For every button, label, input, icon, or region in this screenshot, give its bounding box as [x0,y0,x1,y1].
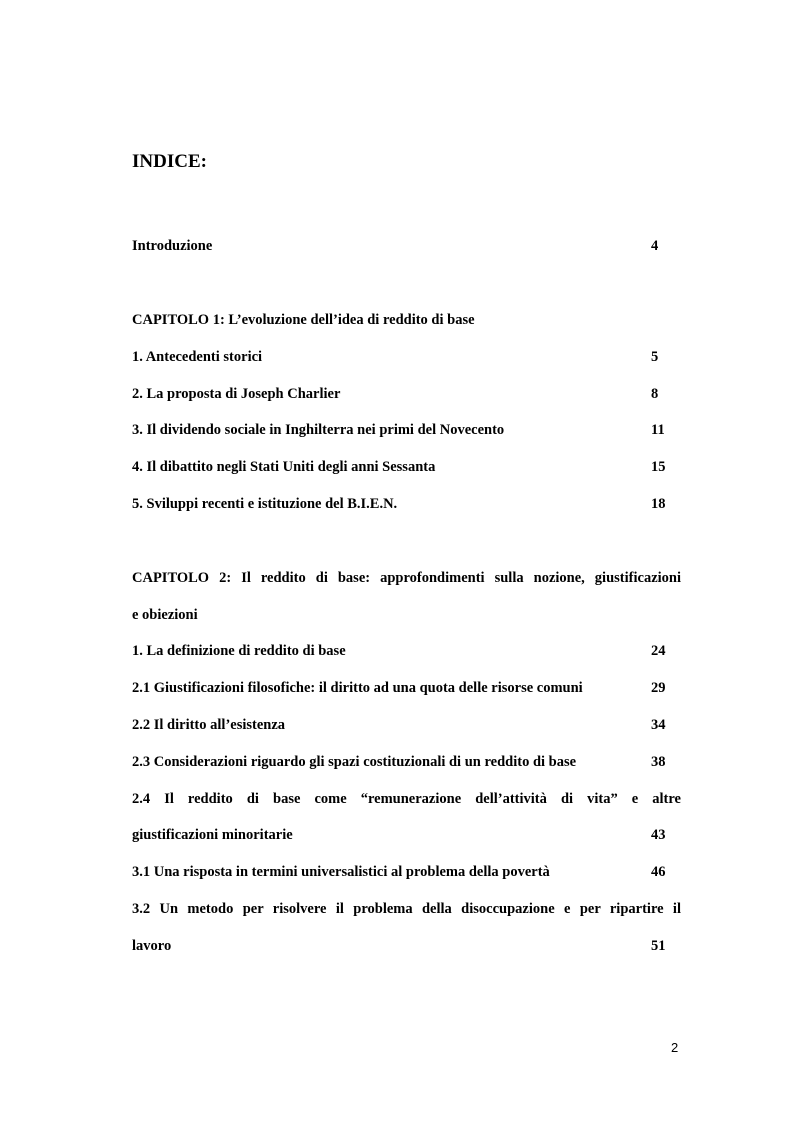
toc-entry-page: 34 [651,717,666,733]
page-number: 2 [671,1040,679,1055]
toc-entry[interactable] [132,384,681,404]
toc-entry-label: 2. La proposta di Joseph Charlier [132,386,341,402]
toc-entry[interactable] [132,936,681,956]
chapter-2-heading-continued[interactable]: e obiezioni [132,607,198,623]
toc-entry-multiline[interactable]: 2.4 Il reddito di base come “remunerazione dell’attività di vita” e altre [132,791,681,807]
toc-entry-label: giustificazioni minoritarie [132,827,293,843]
toc-entry-label: lavoro [132,938,172,954]
toc-entry-page: 43 [651,827,666,843]
toc-entry-page: 5 [651,349,659,365]
chapter-1-heading[interactable]: CAPITOLO 1: L’evoluzione dell’idea di reddito di base [132,312,475,328]
toc-entry-page: 38 [651,754,666,770]
toc-entry-page: 15 [651,459,666,475]
toc-entry[interactable] [132,825,681,845]
toc-entry[interactable] [132,420,681,440]
toc-entry-page: 18 [651,496,666,512]
toc-entry-label: Introduzione [132,238,213,254]
toc-entry-introduction[interactable] [132,236,681,256]
toc-entry-page: 24 [651,643,666,659]
toc-entry[interactable] [132,347,681,367]
chapter-2-heading[interactable]: CAPITOLO 2: Il reddito di base: approfondimenti sulla nozione, giustificazioni [132,570,681,586]
toc-entry[interactable] [132,457,681,477]
toc-entry[interactable] [132,494,681,514]
toc-entry[interactable] [132,752,681,772]
toc-entry-label: 4. Il dibattito negli Stati Uniti degli anni Sessanta [132,459,436,475]
toc-entry-label: 2.1 Giustificazioni filosofiche: il diritto ad una quota delle risorse comuni [132,680,583,696]
toc-entry-label: 2.2 Il diritto all’esistenza [132,717,286,733]
toc-entry-page: 11 [651,422,665,438]
toc-entry-label: 1. La definizione di reddito di base [132,643,346,659]
toc-entry-page: 29 [651,680,666,696]
toc-entry-multiline[interactable]: 3.2 Un metodo per risolvere il problema della disoccupazione e per ripartire il [132,901,681,917]
toc-entry-page: 8 [651,386,659,402]
toc-entry-page: 51 [651,938,666,954]
toc-entry-label: 3.1 Una risposta in termini universalistici al problema della povertà [132,864,550,880]
toc-entry-label: 3. Il dividendo sociale in Inghilterra nei primi del Novecento [132,422,505,438]
toc-entry[interactable] [132,641,681,661]
toc-entry-label: 2.3 Considerazioni riguardo gli spazi costituzionali di un reddito di base [132,754,577,770]
toc-entry-page: 4 [651,238,659,254]
toc-entry[interactable] [132,862,681,882]
toc-entry[interactable] [132,715,681,735]
toc-entry[interactable] [132,678,681,698]
index-title: INDICE: [132,151,207,172]
toc-entry-label: 5. Sviluppi recenti e istituzione del B.I.E.N. [132,496,398,512]
toc-entry-page: 46 [651,864,666,880]
toc-entry-label: 1. Antecedenti storici [132,349,263,365]
